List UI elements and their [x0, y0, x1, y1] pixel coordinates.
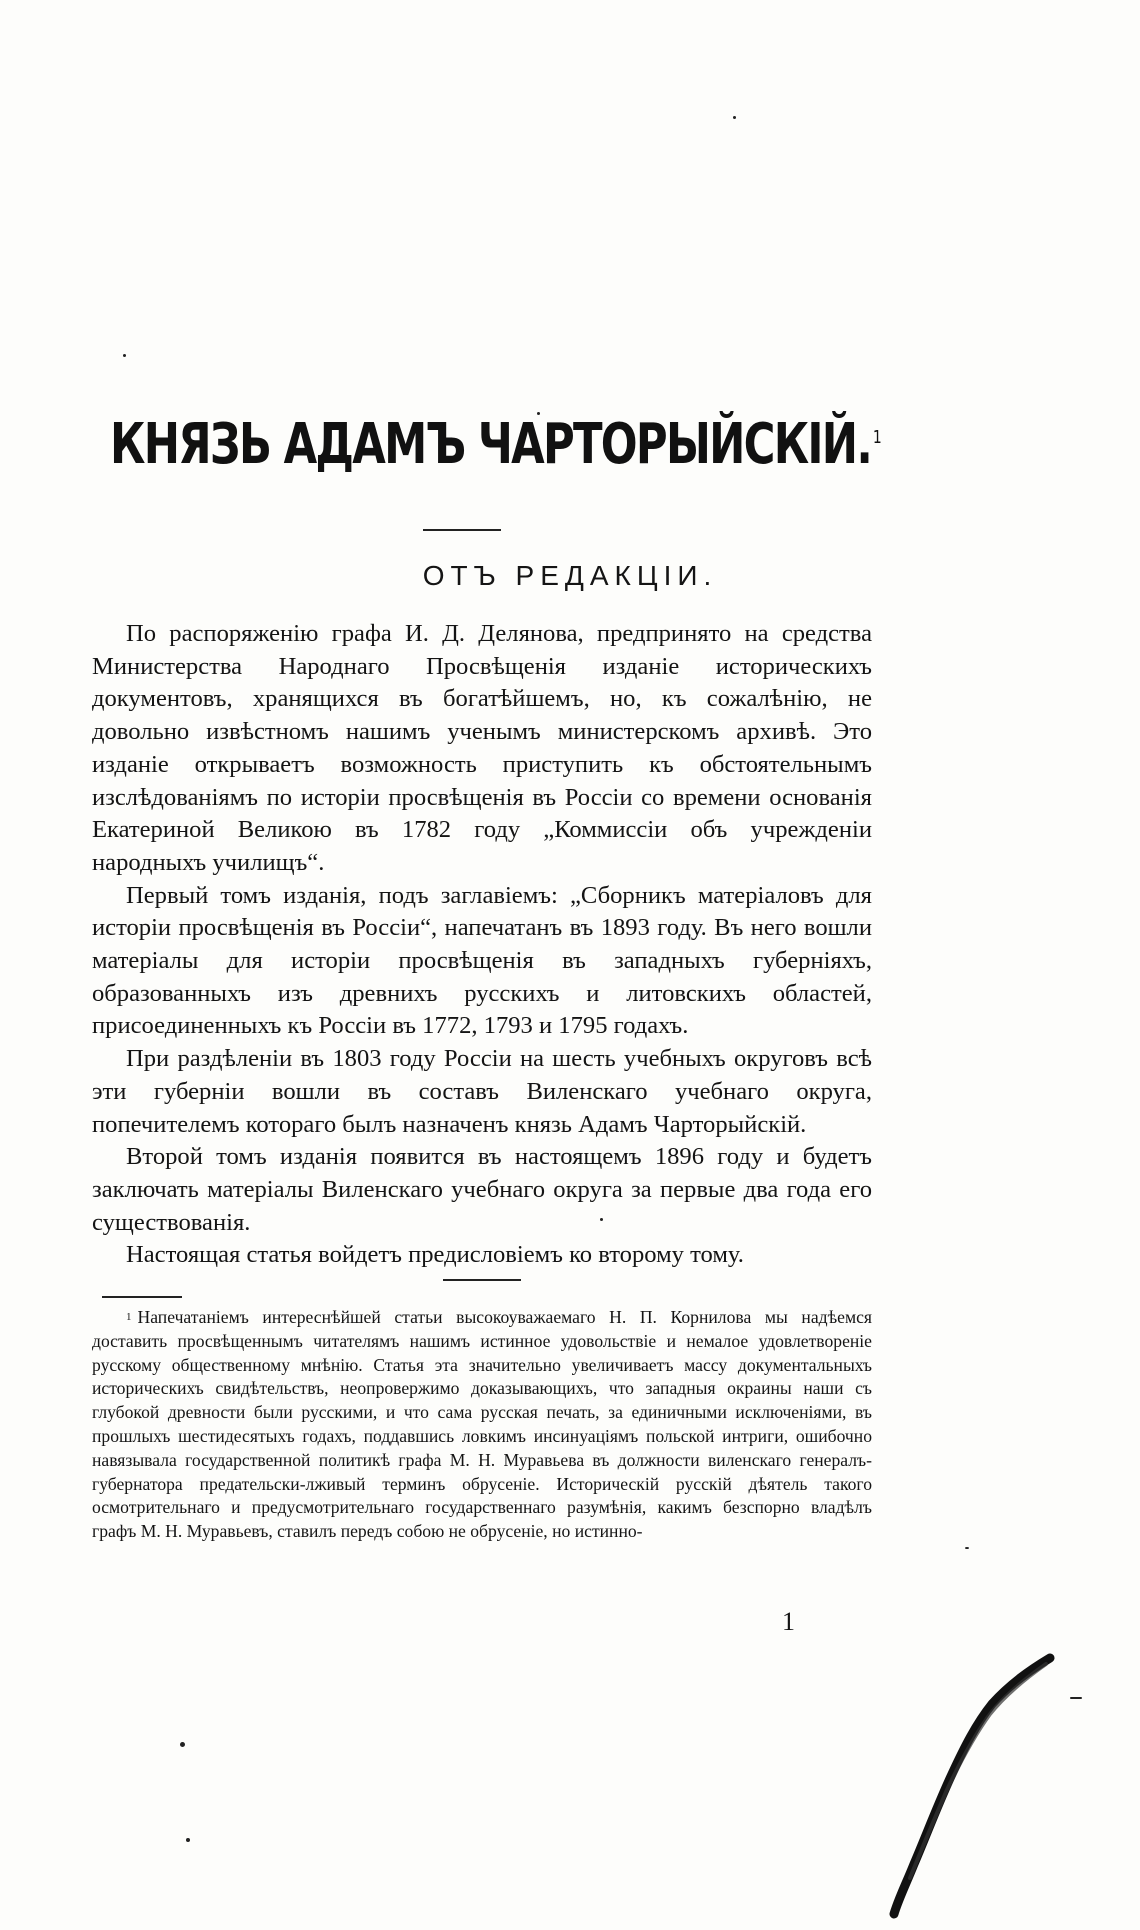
footnote-mark: 1 — [126, 1311, 132, 1323]
title-rule — [423, 529, 501, 531]
scan-speck — [123, 354, 126, 357]
section-end-rule — [443, 1279, 521, 1281]
paragraph: Второй томъ изданія появится въ настоящемъ 1896 году и будетъ заключать матеріалы Виленскаго учебнаго округа за первые два года его существованія. — [92, 1143, 872, 1236]
footnote — [92, 1306, 872, 1544]
footnote-separator — [102, 1296, 182, 1298]
pen-stroke-mark — [880, 1650, 1080, 1920]
page-title — [110, 412, 884, 477]
title-note-mark: 1 — [872, 427, 880, 449]
footnote-body: Напечатаніемъ интереснѣйшей статьи высокоуважаемаго Н. П. Корнилова мы надѣемся доставить просвѣщеннымъ читателямъ нашимъ истинное удовольствіе и немалое удовлетвореніе русскому общественному мнѣнію. Статья эта значительно увеличиваетъ массу документальныхъ историческихъ свидѣтельствъ, неопровержимо доказывающихъ, что западныя окраины наши съ глубокой древности были русскими, и что сама русская печать, за единичными исключеніями, въ прошлыхъ шестидесятыхъ годахъ, поддавшись ловкимъ инсинуаціямъ польской интриги, ошибочно навязывала государственной политикѣ графа М. Н. Муравьева въ должности виленскаго генералъ-губернатора предательски-лживый терминъ обрусеніе. Историческій русскій дѣятель такого осмотрительнаго и предусмотрительнаго государственнаго разумѣнія, какимъ безспорно владѣлъ графъ М. Н. Муравьевъ, ставилъ передъ собою не обрусеніе, но истинно- — [92, 1307, 872, 1542]
scan-speck — [186, 1838, 190, 1842]
scan-speck — [965, 1547, 969, 1549]
footnote-text — [92, 1306, 872, 1544]
scan-speck — [733, 116, 736, 119]
paragraph: По распоряженію графа И. Д. Делянова, предпринято на средства Министерства Народнаго Просвѣщенія изданіе историческихъ документовъ, хранящихся въ богатѣйшемъ, но, къ сожалѣнію, не довольно извѣстномъ нашимъ ученымъ министерскомъ архивѣ. Это изданіе открываетъ возможность приступить къ обстоятельнымъ изслѣдованіямъ по исторіи просвѣщенія въ Россіи со времени основанія Екатериной Великою въ 1782 году „Коммиссіи объ учрежденіи народныхъ училищъ“. — [92, 620, 872, 876]
page-title-text: КНЯЗЬ АДАМЪ ЧАРТОРЫЙСКІЙ. — [110, 412, 872, 477]
paragraph: При раздѣленіи въ 1803 году Россіи на шесть учебныхъ округовъ всѣ эти губерніи вошли въ составъ Виленскаго учебнаго округа, попечителемъ котораго былъ назначенъ князь Адамъ Чарторыйскій. — [92, 1045, 872, 1138]
paragraph: Настоящая статья войдетъ предисловіемъ ко второму тому. — [126, 1241, 744, 1269]
paragraph: Первый томъ изданія, подъ заглавіемъ: „Сборникъ матеріаловъ для исторіи просвѣщенія въ Россіи“, напечатанъ въ 1893 году. Въ него вошли матеріалы для исторіи просвѣщенія въ западныхъ губерніяхъ, образованныхъ изъ древнихъ русскихъ и литовскихъ областей, присоединенныхъ къ Россіи въ 1772, 1793 и 1795 годахъ. — [92, 881, 872, 1040]
page-number: 1 — [782, 1607, 795, 1636]
body-text — [92, 618, 872, 1272]
section-heading: ОТЪ РЕДАКЦІИ. — [422, 560, 718, 591]
scan-speck — [180, 1742, 185, 1747]
